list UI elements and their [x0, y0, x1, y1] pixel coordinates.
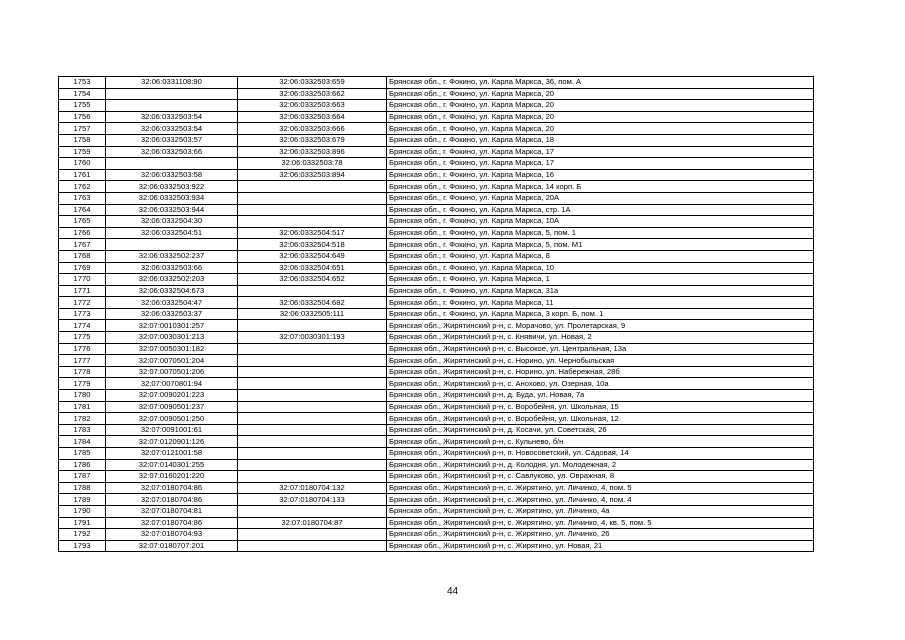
row-number-cell: 1776	[59, 343, 106, 355]
address-cell: Брянская обл., г. Фокино, ул. Карла Маркса, 20	[387, 111, 814, 123]
table-row	[59, 471, 814, 483]
row-number-cell: 1756	[59, 111, 106, 123]
table-row	[59, 540, 814, 552]
row-number-cell: 1792	[59, 529, 106, 541]
cadastral-number-cell: 32:07:0180704:93	[106, 529, 238, 541]
object-cadastral-number-cell	[238, 471, 387, 483]
table-row	[59, 529, 814, 541]
address-cell: Брянская обл., г. Фокино, ул. Карла Маркса, 17	[387, 158, 814, 170]
row-number-cell: 1780	[59, 390, 106, 402]
table-row	[59, 378, 814, 390]
object-cadastral-number-cell	[238, 355, 387, 367]
address-cell: Брянская обл., Жирятинский р-н, с. Высокое, ул. Центральная, 13а	[387, 343, 814, 355]
table-row	[59, 355, 814, 367]
object-cadastral-number-cell	[238, 285, 387, 297]
row-number-cell: 1779	[59, 378, 106, 390]
object-cadastral-number-cell: 32:06:0332504:518	[238, 239, 387, 251]
cadastral-number-cell	[106, 88, 238, 100]
cadastral-table	[58, 76, 814, 552]
cadastral-number-cell: 32:07:0030301:213	[106, 332, 238, 344]
cadastral-number-cell: 32:06:0332503:58	[106, 169, 238, 181]
table-row	[59, 297, 814, 309]
cadastral-number-cell: 32:06:0332502:203	[106, 274, 238, 286]
table-row	[59, 239, 814, 251]
address-cell: Брянская обл., г. Фокино, ул. Карла Маркса, 5, пом. М1	[387, 239, 814, 251]
row-number-cell: 1790	[59, 505, 106, 517]
cadastral-number-cell: 32:07:0070801:94	[106, 378, 238, 390]
object-cadastral-number-cell	[238, 366, 387, 378]
address-cell: Брянская обл., Жирятинский р-н, с. Жирятино, ул. Новая, 21	[387, 540, 814, 552]
table-row	[59, 111, 814, 123]
table-row	[59, 192, 814, 204]
address-cell: Брянская обл., г. Фокино, ул. Карла Маркса, 20	[387, 88, 814, 100]
object-cadastral-number-cell: 32:07:0030301:193	[238, 332, 387, 344]
table-body	[59, 77, 814, 552]
object-cadastral-number-cell	[238, 424, 387, 436]
address-cell: Брянская обл., Жирятинский р-н, п. Новосоветский, ул. Садовая, 14	[387, 448, 814, 460]
object-cadastral-number-cell: 32:06:0332504:649	[238, 250, 387, 262]
object-cadastral-number-cell: 32:06:0332503:666	[238, 123, 387, 135]
table-row	[59, 123, 814, 135]
object-cadastral-number-cell: 32:06:0332504:651	[238, 262, 387, 274]
cadastral-number-cell: 32:06:0332503:944	[106, 204, 238, 216]
table-row	[59, 262, 814, 274]
address-cell: Брянская обл., г. Фокино, ул. Карла Маркса, 11	[387, 297, 814, 309]
address-cell: Брянская обл., Жирятинский р-н, д. Буда, ул. Новая, 7а	[387, 390, 814, 402]
cadastral-number-cell: 32:06:0332503:57	[106, 134, 238, 146]
row-number-cell: 1755	[59, 100, 106, 112]
object-cadastral-number-cell	[238, 540, 387, 552]
address-cell: Брянская обл., Жирятинский р-н, с. Морачово, ул. Пролетарская, 9	[387, 320, 814, 332]
row-number-cell: 1758	[59, 134, 106, 146]
table-row	[59, 505, 814, 517]
row-number-cell: 1764	[59, 204, 106, 216]
cadastral-number-cell: 32:07:0070501:206	[106, 366, 238, 378]
table-row	[59, 216, 814, 228]
address-cell: Брянская обл., г. Фокино, ул. Карла Маркса, 31а	[387, 285, 814, 297]
object-cadastral-number-cell	[238, 378, 387, 390]
table-row	[59, 494, 814, 506]
row-number-cell: 1762	[59, 181, 106, 193]
row-number-cell: 1774	[59, 320, 106, 332]
row-number-cell: 1778	[59, 366, 106, 378]
table-row	[59, 285, 814, 297]
address-cell: Брянская обл., Жирятинский р-н, с. Жирятино, ул. Личинко, 4, кв. 5, пом. 5	[387, 517, 814, 529]
cadastral-number-cell: 32:06:0331108:90	[106, 77, 238, 89]
address-cell: Брянская обл., г. Фокино, ул. Карла Маркса, 14 корп. Б	[387, 181, 814, 193]
cadastral-number-cell: 32:07:0121001:58	[106, 448, 238, 460]
row-number-cell: 1789	[59, 494, 106, 506]
table-row	[59, 88, 814, 100]
object-cadastral-number-cell	[238, 216, 387, 228]
address-cell: Брянская обл., г. Фокино, ул. Карла Маркса, 18	[387, 134, 814, 146]
table-row	[59, 204, 814, 216]
cadastral-number-cell: 32:06:0332503:66	[106, 262, 238, 274]
cadastral-number-cell: 32:06:0332503:54	[106, 111, 238, 123]
address-cell: Брянская обл., г. Фокино, ул. Карла Маркса, 20	[387, 100, 814, 112]
address-cell: Брянская обл., г. Фокино, ул. Карла Маркса, 3 корп. Б, пом. 1	[387, 308, 814, 320]
object-cadastral-number-cell: 32:06:0332504:682	[238, 297, 387, 309]
cadastral-number-cell: 32:07:0180704:86	[106, 482, 238, 494]
address-cell: Брянская обл., Жирятинский р-н, с. Жирятино, ул. Личинко, 4, пом. 4	[387, 494, 814, 506]
table-row	[59, 134, 814, 146]
table-row	[59, 413, 814, 425]
object-cadastral-number-cell: 32:06:0332503:679	[238, 134, 387, 146]
cadastral-number-cell: 32:07:0091001:61	[106, 424, 238, 436]
row-number-cell: 1777	[59, 355, 106, 367]
row-number-cell: 1766	[59, 227, 106, 239]
address-cell: Брянская обл., Жирятинский р-н, с. Норино, ул. Набережная, 28б	[387, 366, 814, 378]
address-cell: Брянская обл., Жирятинский р-н, с. Жирятино, ул. Личинко, 4а	[387, 505, 814, 517]
cadastral-number-cell: 32:06:0332504:47	[106, 297, 238, 309]
cadastral-number-cell: 32:06:0332504:51	[106, 227, 238, 239]
cadastral-number-cell: 32:07:0010301:257	[106, 320, 238, 332]
table-row	[59, 181, 814, 193]
table-row	[59, 366, 814, 378]
row-number-cell: 1788	[59, 482, 106, 494]
table-row	[59, 424, 814, 436]
cadastral-number-cell: 32:07:0120901:126	[106, 436, 238, 448]
cadastral-number-cell: 32:07:0090501:237	[106, 401, 238, 413]
row-number-cell: 1757	[59, 123, 106, 135]
address-cell: Брянская обл., г. Фокино, ул. Карла Маркса, 10	[387, 262, 814, 274]
table-row	[59, 227, 814, 239]
object-cadastral-number-cell: 32:06:0332505:111	[238, 308, 387, 320]
cadastral-number-cell: 32:06:0332503:37	[106, 308, 238, 320]
cadastral-number-cell	[106, 158, 238, 170]
row-number-cell: 1784	[59, 436, 106, 448]
cadastral-number-cell: 32:07:0180707:201	[106, 540, 238, 552]
object-cadastral-number-cell	[238, 320, 387, 332]
object-cadastral-number-cell: 32:06:0332503:894	[238, 169, 387, 181]
table-row	[59, 146, 814, 158]
table-row	[59, 274, 814, 286]
row-number-cell: 1775	[59, 332, 106, 344]
object-cadastral-number-cell: 32:06:0332503:662	[238, 88, 387, 100]
row-number-cell: 1768	[59, 250, 106, 262]
table-row	[59, 100, 814, 112]
cadastral-number-cell: 32:06:0332502:237	[106, 250, 238, 262]
cadastral-number-cell: 32:06:0332503:934	[106, 192, 238, 204]
address-cell: Брянская обл., г. Фокино, ул. Карла Маркса, 17	[387, 146, 814, 158]
address-cell: Брянская обл., г. Фокино, ул. Карла Маркса, 8	[387, 250, 814, 262]
object-cadastral-number-cell: 32:06:0332503:663	[238, 100, 387, 112]
row-number-cell: 1754	[59, 88, 106, 100]
row-number-cell: 1781	[59, 401, 106, 413]
address-cell: Брянская обл., г. Фокино, ул. Карла Маркса, 20	[387, 123, 814, 135]
address-cell: Брянская обл., Жирятинский р-н, с. Воробейня, ул. Школьная, 15	[387, 401, 814, 413]
row-number-cell: 1783	[59, 424, 106, 436]
cadastral-number-cell: 32:07:0180704:86	[106, 517, 238, 529]
object-cadastral-number-cell: 32:06:0332504:652	[238, 274, 387, 286]
address-cell: Брянская обл., Жирятинский р-н, с. Норино, ул. Чернобыльская	[387, 355, 814, 367]
object-cadastral-number-cell	[238, 448, 387, 460]
object-cadastral-number-cell: 32:07:0180704:87	[238, 517, 387, 529]
address-cell: Брянская обл., г. Фокино, ул. Карла Маркса, 5, пом. 1	[387, 227, 814, 239]
cadastral-number-cell: 32:07:0160201:220	[106, 471, 238, 483]
table-row	[59, 482, 814, 494]
table-row	[59, 77, 814, 89]
row-number-cell: 1786	[59, 459, 106, 471]
table-row	[59, 459, 814, 471]
object-cadastral-number-cell: 32:06:0332503:664	[238, 111, 387, 123]
address-cell: Брянская обл., г. Фокино, ул. Карла Маркса, стр. 1А	[387, 204, 814, 216]
table-row	[59, 343, 814, 355]
table-row	[59, 448, 814, 460]
address-cell: Брянская обл., г. Фокино, ул. Карла Маркса, 1	[387, 274, 814, 286]
row-number-cell: 1771	[59, 285, 106, 297]
table-row	[59, 332, 814, 344]
cadastral-number-cell: 32:06:0332504:673	[106, 285, 238, 297]
table-row	[59, 401, 814, 413]
cadastral-number-cell: 32:07:0180704:81	[106, 505, 238, 517]
row-number-cell: 1753	[59, 77, 106, 89]
row-number-cell: 1763	[59, 192, 106, 204]
object-cadastral-number-cell	[238, 413, 387, 425]
cadastral-number-cell: 32:06:0332503:66	[106, 146, 238, 158]
object-cadastral-number-cell	[238, 459, 387, 471]
table-row	[59, 390, 814, 402]
row-number-cell: 1759	[59, 146, 106, 158]
object-cadastral-number-cell: 32:06:0332503:659	[238, 77, 387, 89]
table-row	[59, 436, 814, 448]
address-cell: Брянская обл., Жирятинский р-н, с. Жирятино, ул. Личинко, 26	[387, 529, 814, 541]
row-number-cell: 1782	[59, 413, 106, 425]
address-cell: Брянская обл., г. Фокино, ул. Карла Маркса, 16	[387, 169, 814, 181]
table-row	[59, 158, 814, 170]
object-cadastral-number-cell	[238, 343, 387, 355]
cadastral-number-cell: 32:07:0090201:223	[106, 390, 238, 402]
page-number: 44	[446, 586, 459, 597]
row-number-cell: 1761	[59, 169, 106, 181]
address-cell: Брянская обл., Жирятинский р-н, д. Колодня, ул. Молодежная, 2	[387, 459, 814, 471]
object-cadastral-number-cell	[238, 401, 387, 413]
row-number-cell: 1791	[59, 517, 106, 529]
row-number-cell: 1773	[59, 308, 106, 320]
address-cell: Брянская обл., Жирятинский р-н, с. Савлуково, ул. Овражная, 8	[387, 471, 814, 483]
address-cell: Брянская обл., Жирятинский р-н, с. Воробейня, ул. Школьная, 12	[387, 413, 814, 425]
address-cell: Брянская обл., Жирятинский р-н, с. Анохово, ул. Озерная, 10а	[387, 378, 814, 390]
row-number-cell: 1785	[59, 448, 106, 460]
row-number-cell: 1793	[59, 540, 106, 552]
cadastral-number-cell: 32:07:0050301:182	[106, 343, 238, 355]
row-number-cell: 1767	[59, 239, 106, 251]
cadastral-number-cell: 32:06:0332503:54	[106, 123, 238, 135]
address-cell: Брянская обл., г. Фокино, ул. Карла Маркса, 36, пом. А	[387, 77, 814, 89]
table-row	[59, 250, 814, 262]
address-cell: Брянская обл., г. Фокино, ул. Карла Маркса, 20А	[387, 192, 814, 204]
object-cadastral-number-cell: 32:06:0332503:78	[238, 158, 387, 170]
address-cell: Брянская обл., Жирятинский р-н, д. Косачи, ул. Советская, 26	[387, 424, 814, 436]
object-cadastral-number-cell: 32:07:0180704:133	[238, 494, 387, 506]
row-number-cell: 1765	[59, 216, 106, 228]
cadastral-number-cell: 32:06:0332503:922	[106, 181, 238, 193]
row-number-cell: 1769	[59, 262, 106, 274]
address-cell: Брянская обл., Жирятинский р-н, с. Княвичи, ул. Новая, 2	[387, 332, 814, 344]
row-number-cell: 1760	[59, 158, 106, 170]
address-cell: Брянская обл., Жирятинский р-н, с. Жирятино, ул. Личинко, 4, пом. 5	[387, 482, 814, 494]
object-cadastral-number-cell: 32:07:0180704:132	[238, 482, 387, 494]
object-cadastral-number-cell	[238, 436, 387, 448]
table-row	[59, 308, 814, 320]
address-cell: Брянская обл., г. Фокино, ул. Карла Маркса, 10А	[387, 216, 814, 228]
cadastral-number-cell	[106, 100, 238, 112]
row-number-cell: 1770	[59, 274, 106, 286]
object-cadastral-number-cell: 32:06:0332504:517	[238, 227, 387, 239]
cadastral-number-cell	[106, 239, 238, 251]
object-cadastral-number-cell	[238, 390, 387, 402]
object-cadastral-number-cell	[238, 529, 387, 541]
cadastral-number-cell: 32:07:0070501:204	[106, 355, 238, 367]
object-cadastral-number-cell: 32:06:0332503:896	[238, 146, 387, 158]
table-row	[59, 517, 814, 529]
cadastral-number-cell: 32:07:0090501:250	[106, 413, 238, 425]
object-cadastral-number-cell	[238, 192, 387, 204]
address-cell: Брянская обл., Жирятинский р-н, с. Кульнево, б/н	[387, 436, 814, 448]
object-cadastral-number-cell	[238, 204, 387, 216]
object-cadastral-number-cell	[238, 181, 387, 193]
cadastral-number-cell: 32:07:0140301:255	[106, 459, 238, 471]
row-number-cell: 1787	[59, 471, 106, 483]
cadastral-number-cell: 32:06:0332504:30	[106, 216, 238, 228]
cadastral-number-cell: 32:07:0180704:86	[106, 494, 238, 506]
table-row	[59, 320, 814, 332]
object-cadastral-number-cell	[238, 505, 387, 517]
table-row	[59, 169, 814, 181]
row-number-cell: 1772	[59, 297, 106, 309]
